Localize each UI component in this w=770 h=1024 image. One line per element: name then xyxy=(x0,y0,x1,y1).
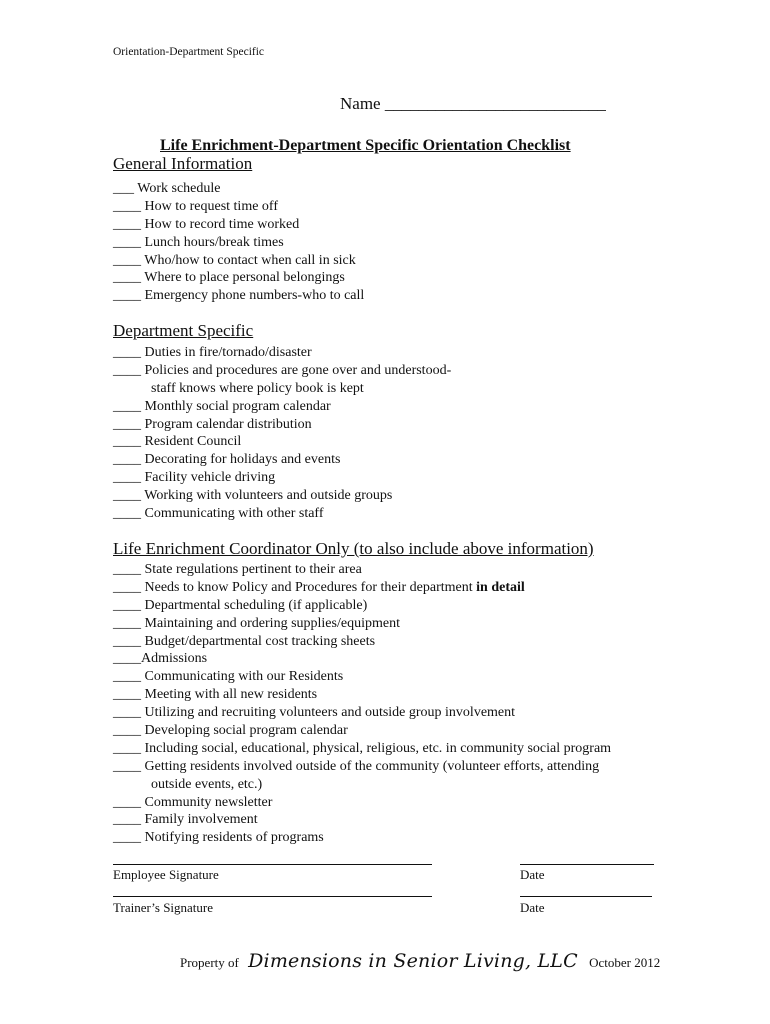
department-checklist xyxy=(113,344,451,523)
checkbox-blank[interactable]: ____ xyxy=(113,216,141,232)
checklist-item-text: Program calendar distribution xyxy=(144,416,312,432)
section-heading-department: Department Specific xyxy=(113,321,254,340)
checklist-item xyxy=(113,287,364,305)
checklist-item xyxy=(113,433,451,451)
checklist-item-text: Facility vehicle driving xyxy=(144,470,276,486)
footer-prefix: Property of xyxy=(180,955,239,970)
checklist-item-text: Notifying residents of programs xyxy=(144,830,324,846)
checkbox-blank[interactable]: ____ xyxy=(113,830,141,846)
checkbox-blank[interactable]: ____ xyxy=(113,687,141,703)
checklist-item-text: State regulations pertinent to their area xyxy=(144,562,362,577)
checklist-item-text: Policies and procedures are gone over and understood- xyxy=(144,362,452,378)
checklist-item xyxy=(113,451,451,469)
employee-signature-label: Employee Signature xyxy=(113,867,219,882)
checklist-item xyxy=(113,487,451,505)
checkbox-blank[interactable]: ____ xyxy=(113,270,141,286)
checkbox-blank[interactable]: ____ xyxy=(113,345,141,360)
trainer-signature-label: Trainer’s Signature xyxy=(113,900,214,915)
checkbox-blank[interactable]: ___ xyxy=(113,181,134,196)
checklist-item xyxy=(113,234,364,252)
checkbox-blank[interactable]: ____ xyxy=(113,615,141,631)
checklist-item-text: Getting residents involved outside of the community (volunteer efforts, attending xyxy=(144,758,600,774)
checklist-item xyxy=(113,469,451,487)
checkbox-blank[interactable]: ____ xyxy=(113,488,141,504)
footer-date: October 2012 xyxy=(589,955,661,970)
name-field[interactable] xyxy=(340,94,606,114)
checkbox-blank[interactable]: ____ xyxy=(113,812,141,828)
checklist-item-text: Family involvement xyxy=(144,812,258,828)
checklist-item-text: Including social, educational, physical, religious, etc. in community social program xyxy=(144,740,612,756)
checklist-item xyxy=(113,686,611,704)
checklist-item-text: Developing social program calendar xyxy=(144,723,348,739)
checklist-item-text: Who/how to contact when call in sick xyxy=(144,252,356,268)
checkbox-blank[interactable]: ____ xyxy=(113,198,141,214)
checklist-item xyxy=(113,579,611,597)
checklist-item-text: Duties in fire/tornado/disaster xyxy=(144,345,312,360)
checklist-item xyxy=(113,380,451,398)
checklist-item xyxy=(113,344,451,362)
checklist-item xyxy=(113,615,611,633)
checkbox-blank[interactable]: ____ xyxy=(113,288,141,304)
checklist-item-text: Decorating for holidays and events xyxy=(144,452,341,468)
checklist-item-text: Utilizing and recruiting volunteers and outside group involvement xyxy=(144,705,516,721)
checkbox-blank[interactable]: ____ xyxy=(113,669,141,685)
checklist-item xyxy=(113,180,364,198)
checklist-item-text: Communicating with other staff xyxy=(144,506,324,522)
checklist-item xyxy=(113,740,611,758)
checklist-item xyxy=(113,794,611,812)
checkbox-blank[interactable]: ____ xyxy=(113,416,141,432)
name-blank[interactable]: __________________________ xyxy=(384,94,606,113)
checklist-item-text: Lunch hours/break times xyxy=(144,234,284,250)
emphasis-text: in detail xyxy=(476,579,525,595)
checklist-item-text: Working with volunteers and outside groups xyxy=(144,488,393,504)
checkbox-blank[interactable]: ____ xyxy=(113,398,141,414)
checkbox-blank[interactable]: ____ xyxy=(113,740,141,756)
checkbox-blank[interactable]: ____ xyxy=(113,252,141,268)
checklist-item-text: Community newsletter xyxy=(144,794,273,810)
document-title: Life Enrichment-Department Specific Orientation Checklist xyxy=(160,137,571,154)
checkbox-blank[interactable]: ____ xyxy=(113,470,141,486)
checkbox-blank[interactable]: ____ xyxy=(113,758,141,774)
trainer-date-line[interactable] xyxy=(520,896,652,897)
checkbox-blank[interactable]: ____ xyxy=(113,434,141,450)
page-header: Orientation-Department Specific xyxy=(113,46,265,58)
checklist-item-text: Admissions xyxy=(141,651,208,667)
checklist-item xyxy=(113,269,364,287)
checkbox-blank[interactable]: ____ xyxy=(113,794,141,810)
checklist-item xyxy=(113,704,611,722)
checklist-item xyxy=(113,561,611,579)
checklist-item-text: How to request time off xyxy=(144,198,278,214)
name-label: Name xyxy=(340,94,381,113)
checklist-item-text: Departmental scheduling (if applicable) xyxy=(144,597,368,613)
checklist-item xyxy=(113,216,364,234)
checkbox-blank[interactable]: ____ xyxy=(113,506,141,522)
checklist-item xyxy=(113,398,451,416)
checklist-item-text: Monthly social program calendar xyxy=(144,398,331,414)
section-heading-coordinator: Life Enrichment Coordinator Only (to also include above information) xyxy=(113,539,594,558)
checkbox-blank[interactable]: ____ xyxy=(113,633,141,649)
checklist-item-text: Communicating with our Residents xyxy=(144,669,344,685)
checklist-item xyxy=(113,668,611,686)
checklist-item xyxy=(113,416,451,434)
checklist-item-text: Budget/departmental cost tracking sheets xyxy=(144,633,376,649)
checklist-item-text: Work schedule xyxy=(137,181,221,196)
checklist-item-text: Resident Council xyxy=(144,434,242,450)
checklist-item-text: Needs to know Policy and Procedures for their department xyxy=(144,579,473,595)
footer-brand: Dimensions in Senior Living, LLC xyxy=(248,950,578,972)
checkbox-blank[interactable]: ____ xyxy=(113,723,141,739)
checkbox-blank[interactable]: ____ xyxy=(113,562,141,577)
employee-signature-line[interactable] xyxy=(113,864,432,865)
checkbox-blank[interactable]: ____ xyxy=(113,452,141,468)
checklist-item xyxy=(113,829,611,847)
employee-date-label: Date xyxy=(520,867,545,882)
footer xyxy=(180,950,660,972)
checklist-item-text: Where to place personal belongings xyxy=(144,270,345,286)
section-heading-general: General Information xyxy=(113,154,253,173)
checkbox-blank[interactable]: ____ xyxy=(113,597,141,613)
checklist-item xyxy=(113,252,364,270)
checklist-item xyxy=(113,811,611,829)
checkbox-blank[interactable]: ____ xyxy=(113,362,141,378)
checklist-item xyxy=(113,505,451,523)
checklist-item xyxy=(113,633,611,651)
checklist-item xyxy=(113,597,611,615)
checklist-item-text: Meeting with all new residents xyxy=(144,687,318,703)
checklist-item-text: Maintaining and ordering supplies/equipment xyxy=(144,615,400,631)
checkbox-blank[interactable]: ____ xyxy=(113,651,141,667)
trainer-date-label: Date xyxy=(520,900,545,915)
checklist-item xyxy=(113,362,451,380)
general-checklist xyxy=(113,180,364,305)
checkbox-blank[interactable]: ____ xyxy=(113,705,141,721)
checkbox-blank[interactable]: ____ xyxy=(113,234,141,250)
checklist-item-text: outside events, etc.) xyxy=(151,776,263,792)
checklist-item-text: staff knows where policy book is kept xyxy=(151,380,364,396)
employee-date-line[interactable] xyxy=(520,864,654,865)
checklist-item xyxy=(113,722,611,740)
checklist-item-text: How to record time worked xyxy=(144,216,300,232)
checkbox-blank[interactable]: ____ xyxy=(113,579,141,595)
checklist-item xyxy=(113,198,364,216)
checklist-item-text: Emergency phone numbers-who to call xyxy=(144,288,365,304)
checklist-item xyxy=(113,650,611,668)
checklist-item xyxy=(113,776,611,794)
coordinator-checklist xyxy=(113,561,611,847)
checklist-item xyxy=(113,758,611,776)
trainer-signature-line[interactable] xyxy=(113,896,432,897)
